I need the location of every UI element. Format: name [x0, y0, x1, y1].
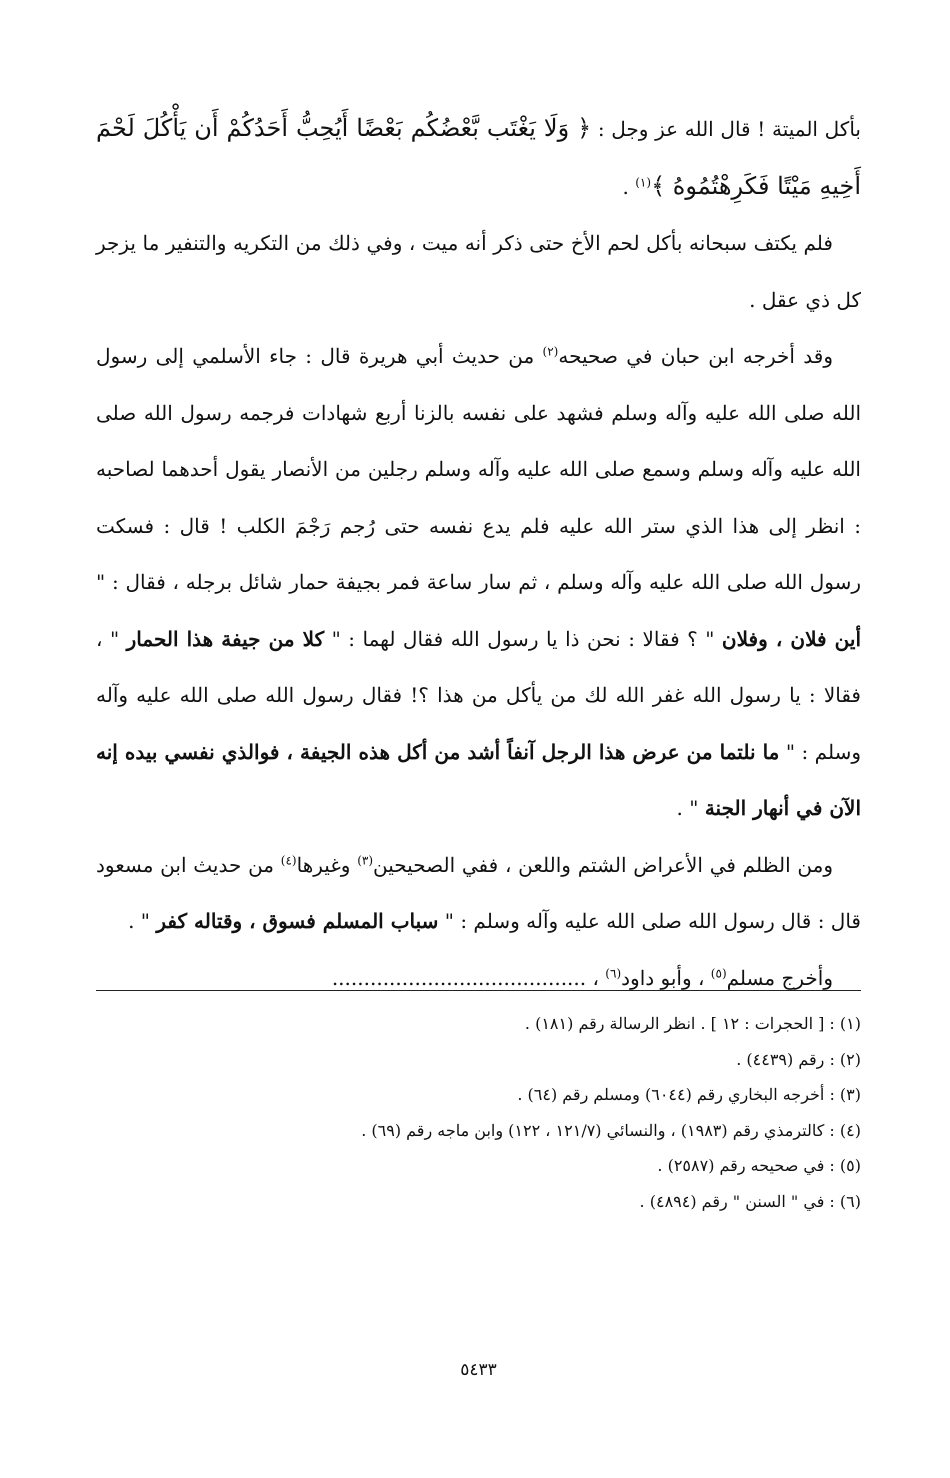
- footnote-separator: [96, 990, 861, 991]
- footnote-ref-5: (٥): [710, 965, 727, 980]
- footnote-ref-2: (٢): [542, 344, 559, 359]
- footnote-ref-1: (١): [635, 174, 652, 189]
- main-text: [96, 100, 861, 1006]
- footnote-6: (٦) : في " السنن " رقم (٤٨٩٤) .: [639, 1191, 861, 1211]
- footnote-5: (٥) : في صحيحه رقم (٢٥٨٧) .: [657, 1156, 861, 1175]
- paragraph-1-end: .: [622, 174, 636, 199]
- footnotes: [96, 1006, 861, 1219]
- footnote-2: (٢) : رقم (٤٤٣٩) .: [736, 1049, 861, 1069]
- paragraph-2: فلم يكتف سبحانه بأكل لحم الأخ حتى ذكر أنه ميت ، وفي ذلك من التكريه والتنفير ما يزجر كل ذي عقل .: [96, 231, 861, 312]
- paragraph-1-intro: بأكل الميتة ! قال الله عز وجل :: [591, 117, 861, 141]
- paragraph-1: [96, 100, 861, 215]
- footnote-ref-6: (٦): [605, 965, 622, 980]
- paragraph-4-a: ومن الظلم في الأعراض الشتم واللعن ، ففي الصحيحين: [373, 852, 833, 877]
- paragraph-5-a: وأخرج مسلم: [726, 965, 833, 990]
- paragraph-5-c: ،: [586, 965, 606, 990]
- paragraph-4-b: وغيرها: [296, 852, 358, 877]
- continuation-dots: ........................................: [331, 965, 587, 990]
- paragraph-5: [96, 950, 861, 1007]
- paragraph-4-d: " .: [128, 909, 157, 933]
- hadith-quote-1: أين فلان ، وفلان: [721, 626, 861, 651]
- paragraph-3-e: " .: [676, 796, 705, 820]
- page-number: ٥٤٣٣: [460, 1360, 497, 1380]
- paragraph-4-c: من حديث ابن مسعود قال : قال رسول الله صلى الله عليه وآله وسلم : ": [96, 852, 861, 933]
- hadith-quote-4: سباب المسلم فسوق ، وقتاله كفر: [156, 909, 439, 933]
- footnote-3: (٣) : أخرجه البخاري رقم (٦٠٤٤) ومسلم رقم (٦٤) .: [517, 1085, 861, 1104]
- footnote-ref-3: (٣): [357, 852, 374, 867]
- paragraph-5-b: ، وأبو داود: [621, 965, 711, 990]
- footnote-ref-4: (٤): [280, 852, 297, 867]
- footnote-1: (١) : [ الحجرات : ١٢ ] . انظر الرسالة رقم (١٨١) .: [524, 1014, 861, 1033]
- paragraph-3-a: وقد أخرجه ابن حبان في صحيحه: [558, 344, 833, 368]
- hadith-quote-2: كلا من جيفة هذا الحمار: [126, 626, 325, 651]
- hadith-quote-3: ما نلتما من عرض هذا الرجل آنفاً أشد من أكل هذه الجيفة ، فوالذي نفسي بيده إنه الآن في أنهار الجنة: [96, 739, 861, 820]
- footnote-4: (٤) : كالترمذي رقم (١٩٨٣) ، والنسائي (١٢١/٧ ، ١٢٢) وابن ماجه رقم (٦٩) .: [361, 1120, 861, 1140]
- paragraph-3-b: من حديث أبي هريرة قال : جاء الأسلمي إلى رسول الله صلى الله عليه وآله وسلم فشهد على نفسه بالزنا أربع شهادات فرجمه رسول الله صلى الله عليه وآله وسلم وسمع صلى الله عليه وآله وسلم رجلين من الأنصار يقول أحدهما لصاحبه : انظر إلى هذا الذي ستر الله عليه فلم يدع نفسه حتى رُجم رَجْمَ الكلب ! قال : فسكت رسول الله صلى الله عليه وآله وسلم ، ثم سار ساعة فمر بجيفة حمار شائل برجله ، فقال : ": [96, 344, 861, 594]
- paragraph-4: [96, 837, 861, 950]
- paragraph-3: [96, 328, 861, 837]
- page: [96, 100, 861, 1400]
- quran-verse: ﴿ وَلَا يَغْتَب بَّعْضُكُم بَعْضًا أَيُحِبُّ أَحَدُكُمْ أَن يَأْكُلَ لَحْمَ أَخِيهِ مَيْتًا فَكَرِهْتُمُوهُ ﴾: [96, 114, 861, 200]
- paragraph-3-d: " ، فقالا : يا رسول الله غفر الله لك من يأكل من هذا ؟! فقال رسول الله صلى الله عليه وآله وسلم : ": [96, 626, 862, 764]
- paragraph-3-c: " ؟ فقالا : نحن ذا يا رسول الله فقال لهما : ": [324, 626, 722, 651]
